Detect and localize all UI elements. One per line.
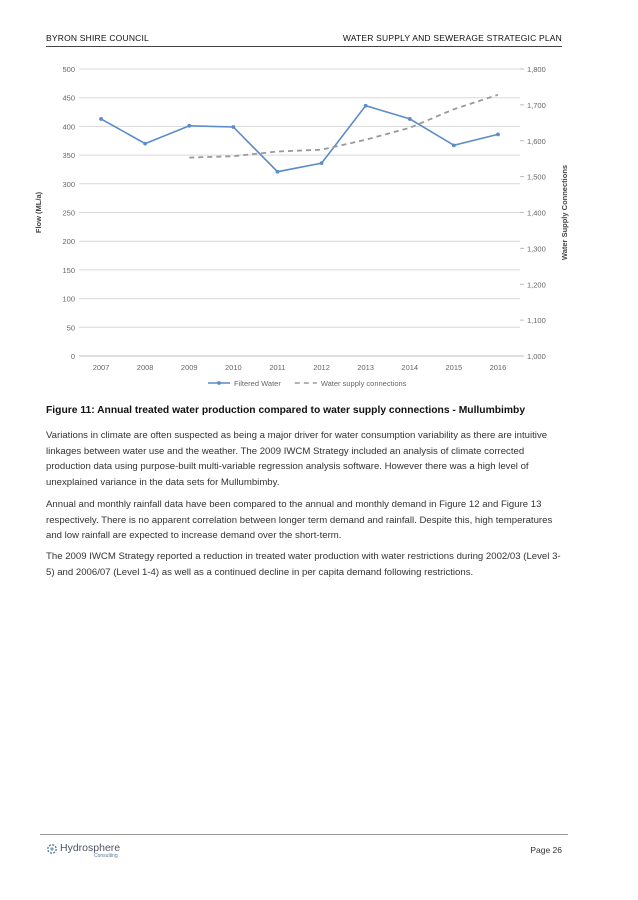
- x-tick-label: 2009: [180, 363, 198, 372]
- data-point: [496, 133, 500, 137]
- paragraph-climate: Variations in climate are often suspected as being a major driver for water consumption variability as there are intuitive linkages between water use and the weather. The 2009 IWCM Strategy included an analysis of climate corrected production data using purpose-built multi-variable regression analysis software. However there was a high level of unexplained variance in the data sets for Mullumbimby.: [46, 430, 548, 488]
- y2-tick-label: 1,700: [527, 100, 546, 110]
- y2-tick-label: 1,800: [527, 65, 546, 74]
- y2-tick-label: 1,600: [527, 136, 546, 146]
- production-vs-connections-chart: [30, 58, 570, 398]
- y2-tick-label: 1,100: [527, 316, 546, 326]
- y2-tick-label: 1,200: [527, 280, 546, 290]
- logo-name: Hydrosphere: [60, 842, 121, 854]
- x-tick-label: 2014: [401, 363, 419, 372]
- y-tick-label: 50: [66, 323, 75, 333]
- paragraph-rainfall: Annual and monthly rainfall data have been compared to the annual and monthly demand in Figure 12 and Figure 13 respectively. There is no apparent correlation between longer term demand and rainfall. Despite this, high temperatures and low rainfall are expected to increase demand over the short-term.: [46, 499, 553, 542]
- y-tick-label: 200: [62, 237, 75, 247]
- x-tick-label: 2016: [489, 363, 507, 372]
- hydrosphere-logo-icon: [46, 843, 58, 855]
- data-point: [320, 161, 324, 165]
- data-point: [187, 124, 191, 128]
- figure-caption: Figure 11: Annual treated water production compared to water supply connections - Mullumbimby: [46, 405, 526, 416]
- page-number: Page 26: [530, 845, 562, 855]
- y2-tick-label: 1,000: [527, 352, 546, 361]
- legend-label: Water supply connections: [320, 379, 407, 388]
- header-divider: [46, 46, 562, 47]
- data-point: [276, 170, 280, 174]
- x-tick-label: 2013: [357, 363, 374, 372]
- page-header: [46, 33, 562, 47]
- data-point: [231, 125, 235, 129]
- y-axis-title: Flow (ML/a): [34, 191, 43, 234]
- data-point: [99, 117, 103, 121]
- data-point: [408, 117, 412, 121]
- y-tick-label: 400: [62, 122, 75, 132]
- x-tick-label: 2010: [225, 363, 242, 372]
- logo-subtitle: Consulting: [94, 853, 118, 859]
- data-point: [143, 142, 147, 146]
- data-point: [452, 143, 456, 147]
- x-tick-label: 2015: [445, 363, 463, 372]
- y-tick-label: 300: [62, 179, 75, 189]
- y-tick-label: 450: [62, 93, 75, 103]
- y2-axis-title: Water Supply Connections: [560, 164, 569, 261]
- x-tick-label: 2012: [313, 363, 330, 372]
- x-tick-label: 2008: [136, 363, 154, 372]
- y-tick-label: 0: [70, 352, 75, 361]
- paragraph-restrictions: The 2009 IWCM Strategy reported a reduction in treated water production with water restrictions during 2002/03 (Level 3-5) and 2006/07 (Level 1-4) as well as a continued decline in per capita demand following restrictions.: [46, 551, 561, 578]
- footer-divider: [40, 834, 568, 835]
- header-organisation: BYRON SHIRE COUNCIL: [46, 33, 149, 43]
- hydrosphere-logo: [46, 841, 136, 861]
- y-tick-label: 500: [62, 65, 75, 74]
- y-tick-label: 350: [62, 151, 75, 161]
- data-point: [364, 104, 368, 108]
- y2-tick-label: 1,300: [527, 244, 546, 254]
- legend-marker: [217, 381, 221, 385]
- header-document-title: WATER SUPPLY AND SEWERAGE STRATEGIC PLAN: [342, 33, 562, 43]
- legend-label: Filtered Water: [234, 379, 281, 388]
- x-tick-label: 2011: [269, 363, 286, 372]
- y2-tick-label: 1,500: [527, 172, 546, 182]
- y-tick-label: 150: [62, 265, 75, 275]
- x-tick-label: 2007: [92, 363, 110, 372]
- y2-tick-label: 1,400: [527, 208, 546, 218]
- y-tick-label: 100: [62, 294, 75, 304]
- y-tick-label: 250: [62, 208, 75, 218]
